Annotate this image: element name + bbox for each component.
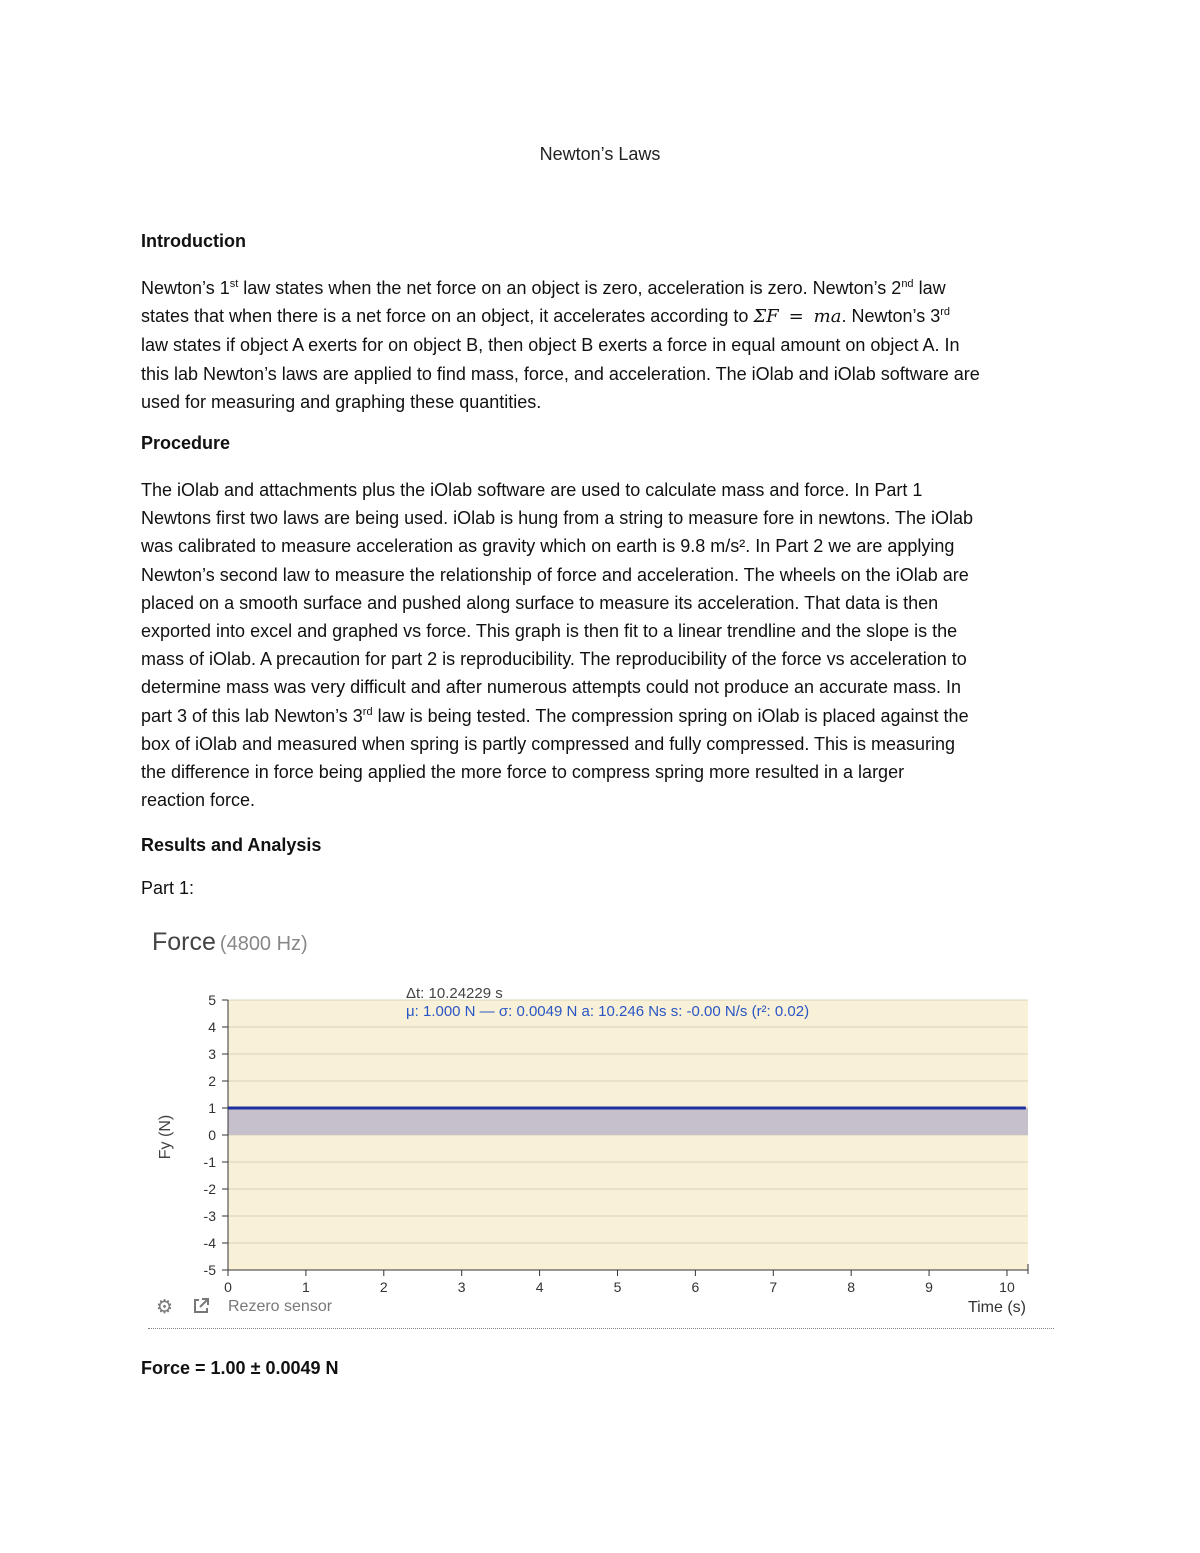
x-tick-label: 4 [535, 1279, 544, 1294]
integral-shading [228, 1108, 1028, 1135]
procedure-heading: Procedure [141, 433, 231, 453]
x-tick-label: 0 [224, 1279, 232, 1294]
procedure-line: box of iOlab and measured when spring is partly compressed and fully compressed. This is measuring [141, 733, 956, 754]
intro-line: used for measuring and graphing these quantities. [141, 391, 542, 412]
gear-icon[interactable]: ⚙ [156, 1297, 174, 1318]
y-tick-label: -4 [203, 1235, 216, 1251]
force-result: Force = 1.00 ± 0.0049 N [141, 1358, 339, 1378]
intro-line: Newton’s 1st law states when the net force on an object is zero, acceleration is zero. Newton’s 2nd law [141, 278, 946, 298]
procedure-line: Newtons first two laws are being used. iOlab is hung from a string to measure fore in newtons. The iOlab [141, 508, 974, 529]
document-title: Newton’s Laws [539, 144, 661, 164]
x-tick-label: 8 [847, 1279, 856, 1294]
x-tick-label: 7 [769, 1279, 778, 1294]
y-tick-label: -1 [203, 1154, 216, 1170]
y-tick-label: 4 [208, 1019, 216, 1035]
procedure-line: reaction force. [141, 790, 256, 811]
procedure-line: placed on a smooth surface and pushed along surface to measure its acceleration. That data is then [141, 592, 939, 613]
y-tick-label: 2 [208, 1073, 216, 1089]
x-axis-label: Time (s) [967, 1299, 1026, 1316]
intro-line: law states if object A exerts for on object B, then object B exerts a force in equal amount on object A. In [141, 335, 960, 356]
y-tick-label: -5 [203, 1262, 216, 1278]
procedure-line: mass of iOlab. A precaution for part 2 is reproducibility. The reproducibility of the force vs acceleration to [141, 649, 967, 670]
stats-annotation: μ: 1.000 N — σ: 0.0049 N a: 10.246 Ns s: -0.00 N/s (r²: 0.02) [406, 1003, 810, 1020]
force-chart-widget [148, 924, 1060, 1328]
procedure-line: the difference in force being applied the more force to compress spring more resulted in a larger [141, 762, 905, 783]
x-tick-label: 9 [925, 1279, 933, 1294]
x-tick-label: 6 [691, 1279, 700, 1294]
chart-title: Force (4800 Hz) [152, 928, 308, 956]
y-axis-label: Fy (N) [157, 1114, 174, 1160]
y-tick-label: 5 [208, 992, 216, 1008]
sample-rate: (4800 Hz) [219, 933, 308, 955]
popout-icon[interactable] [192, 1297, 210, 1320]
x-tick-label: 1 [301, 1279, 310, 1294]
y-tick-label: 1 [208, 1100, 216, 1116]
y-tick-label: 0 [208, 1127, 216, 1143]
y-tick-label: -3 [203, 1208, 216, 1224]
delta-t-annotation: Δt: 10.24229 s [406, 985, 503, 1002]
procedure-paragraph [141, 476, 1071, 814]
rezero-sensor-button[interactable]: Rezero sensor [228, 1298, 333, 1315]
intro-line: this lab Newton’s laws are applied to find mass, force, and acceleration. The iOlab and iOlab software are [141, 363, 980, 384]
procedure-line: was calibrated to measure acceleration as gravity which on earth is 9.8 m/s². In Part 2 we are applying [141, 536, 955, 557]
x-tick-label: 10 [999, 1279, 1015, 1294]
x-tick-label: 3 [457, 1279, 466, 1294]
procedure-line: The iOlab and attachments plus the iOlab software are used to calculate mass and force. In Part 1 [141, 480, 923, 500]
results-heading: Results and Analysis [141, 835, 322, 855]
y-tick-label: 3 [208, 1046, 216, 1062]
equation: ΣF = ma [753, 306, 842, 328]
intro-line: states that when there is a net force on an object, it accelerates according to ΣF = ma. Newton’s 3rd [141, 306, 950, 328]
x-tick-label: 5 [613, 1279, 622, 1294]
introduction-heading: Introduction [141, 231, 246, 251]
procedure-line: exported into excel and graphed vs force. This graph is then fit to a linear trendline and the slope is the [141, 621, 958, 642]
y-tick-label: -2 [203, 1181, 216, 1197]
procedure-line: Newton’s second law to measure the relationship of force and acceleration. The wheels on the iOlab are [141, 564, 969, 585]
chart-footer [148, 1296, 1054, 1329]
force-chart [148, 924, 1060, 1294]
procedure-line: determine mass was very difficult and after numerous attempts could not produce an accurate mass. In [141, 677, 962, 698]
x-tick-label: 2 [379, 1279, 388, 1294]
procedure-line: part 3 of this lab Newton’s 3rd law is being tested. The compression spring on iOlab is placed against the [141, 705, 969, 726]
introduction-paragraph [141, 274, 1071, 416]
part-label: Part 1: [141, 878, 195, 898]
